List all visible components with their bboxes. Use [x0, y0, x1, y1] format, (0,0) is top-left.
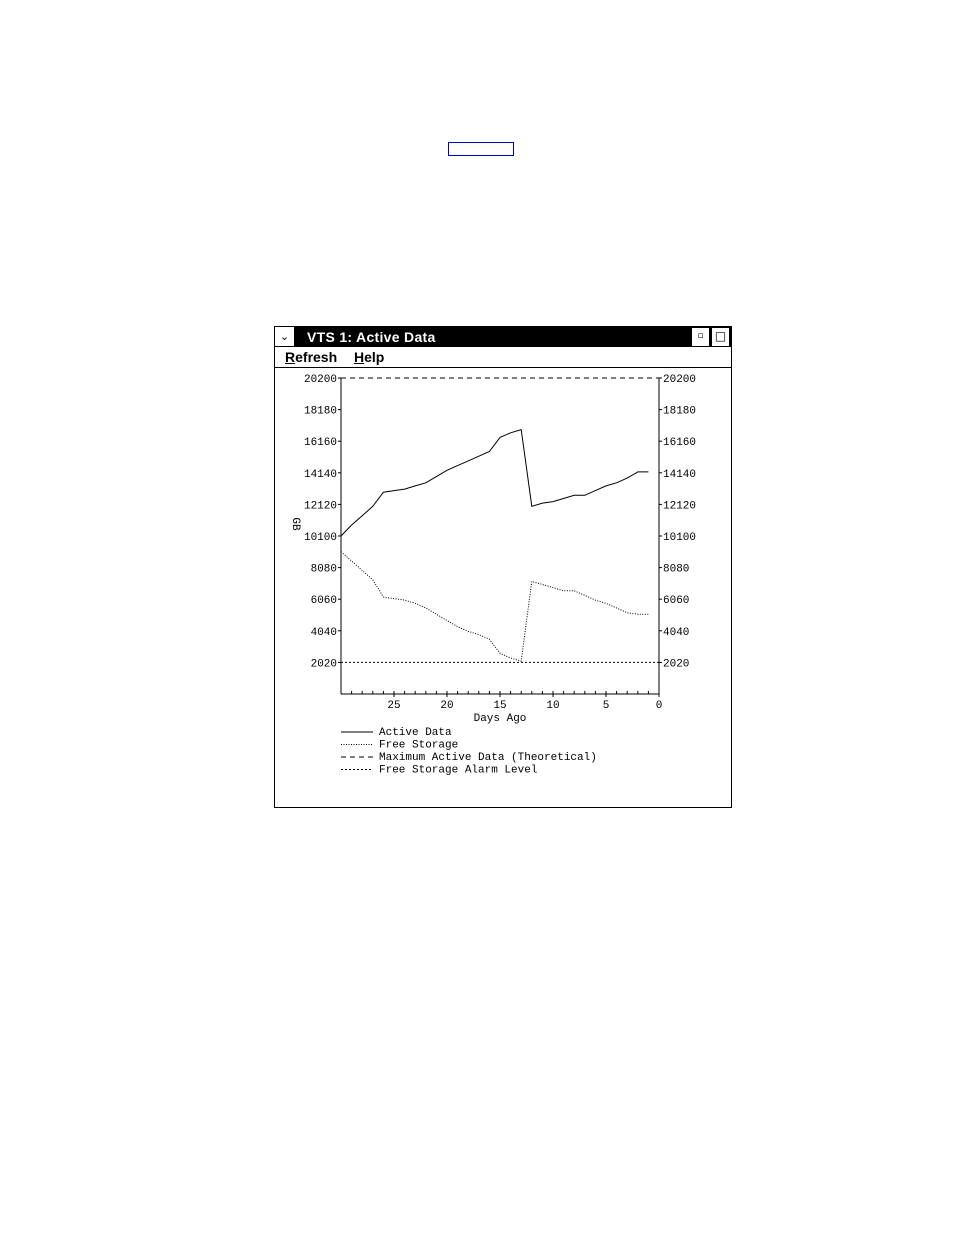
link-box[interactable] — [448, 142, 514, 156]
x-tick-label: 20 — [440, 700, 454, 712]
y-tick-label-right: 16160 — [663, 437, 697, 450]
y-tick-label-right: 18180 — [663, 405, 697, 418]
y-tick-label-left: 2020 — [310, 658, 337, 671]
y-tick-label-right: 12120 — [663, 500, 697, 513]
x-tick-label: 0 — [655, 700, 663, 712]
active-data-chart — [275, 327, 731, 807]
legend-label-3: Maximum Active Data (Theoretical) — [379, 752, 597, 764]
menu-refresh[interactable]: Refresh — [285, 349, 338, 365]
vts-active-data-window — [274, 326, 732, 808]
menu-help[interactable]: Help — [354, 349, 385, 365]
y-tick-label-left: 10100 — [303, 532, 337, 544]
y-tick-label-right: 2020 — [663, 658, 690, 671]
legend-label-1: Active Data — [379, 727, 452, 739]
y-tick-label-left: 14140 — [303, 468, 337, 481]
y-tick-label-right: 6060 — [663, 595, 690, 608]
maximize-icon[interactable]: □ — [711, 327, 730, 347]
y-tick-label-right: 4040 — [663, 626, 690, 639]
legend-label-2: Free Storage — [379, 739, 459, 752]
y-tick-label-right: 8080 — [663, 563, 690, 576]
y-tick-label-left: 18180 — [303, 405, 337, 418]
y-axis-label: GB — [289, 517, 301, 531]
y-tick-label-left: 8080 — [310, 563, 337, 576]
x-tick-label: 25 — [387, 700, 401, 712]
series-line-2 — [341, 552, 648, 662]
x-tick-label: 5 — [602, 700, 610, 712]
y-tick-label-left: 6060 — [310, 595, 337, 608]
y-tick-label-left: 16160 — [303, 437, 337, 450]
series-line-1 — [341, 430, 648, 536]
y-tick-label-left: 4040 — [310, 626, 337, 639]
y-tick-label-right: 10100 — [663, 532, 697, 544]
x-axis-label: Days Ago — [473, 713, 527, 725]
y-tick-label-left: 12120 — [303, 500, 337, 513]
y-tick-label-right: 14140 — [663, 468, 697, 481]
x-tick-label: 15 — [493, 700, 507, 712]
x-tick-label: 10 — [546, 700, 560, 712]
window-title: VTS 1: Active Data — [307, 329, 436, 345]
y-tick-label-right: 20200 — [663, 374, 697, 386]
y-tick-label-left: 20200 — [303, 374, 337, 386]
legend-label-4: Free Storage Alarm Level — [379, 764, 538, 777]
minimize-icon[interactable]: ▫ — [691, 327, 710, 347]
system-menu-icon[interactable]: ⌄ — [275, 327, 295, 347]
